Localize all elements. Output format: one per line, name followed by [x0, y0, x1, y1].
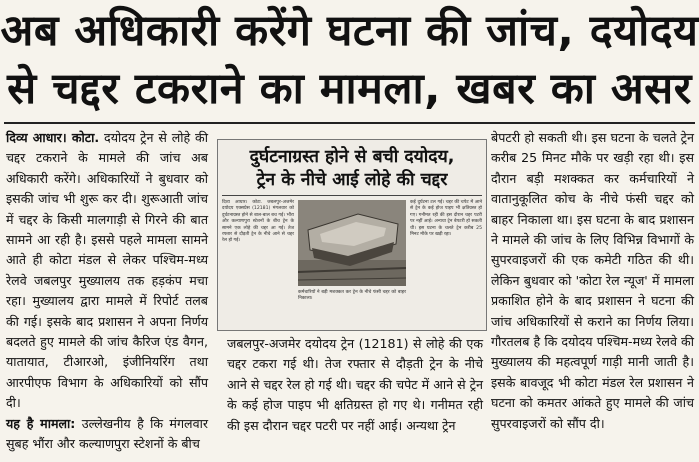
- inset-clipping: [217, 139, 487, 331]
- inset-rule: [222, 195, 482, 196]
- article-column-2: [227, 334, 483, 436]
- article-column-1: [6, 128, 208, 455]
- inset-title-line-2: ट्रेन के नीचे आई लोहे की चद्दर: [256, 170, 448, 190]
- inset-fine-text-right: कई दुर्घटना टल गई। चद्दर की चपेट में आने से ट्रेन के कई होज पाइप भी क्षतिग्रस्त हो गए। गनीमत रही की इस दौरान चद्दर पटरी पर नहीं आई। अन्यथा ट्रेन बेपटरी हो सकती थी। इस घटना के चलते ट्रेन करीब 25 मिनट मौके पर खड़ी रहा।: [410, 200, 482, 238]
- headline-rule: [4, 122, 695, 124]
- headline-line-2: से चद्दर टकराने का मामला, खबर का असर: [7, 64, 692, 114]
- paragraph-column-3: बेपटरी हो सकती थी। इस घटना के चलते ट्रेन करीब 25 मिनट मौके पर खड़ी रहा थी। इस दौरान बड़ी मशक्कत कर कर्मचारियों ने वातानुकूलित कोच के नीचे फंसी चद्दर को बाहर निकाला था। इस घटना के बाद प्रशासन ने मामले की जांच के लिए विभिन्न विभागों के सुपरवाइजरों की एक कमेटी गठित की थी। लेकिन बुधवार को 'कोटा रेल न्यूज' में मामला प्रकाशित होने के बाद प्रशासन ने घटना की जांच अधिकारियों से कराने का निर्णय लिया। गौरतलब है कि दयोदय पश्चिम-मध्य रेलवे की मुख्यालय की महत्वपूर्ण गाड़ी मानी जाती है। इसके बावजूद भी कोटा मंडल रेल प्रशासन ने घटना को कमतर आंकते हुए मामले की जांच सुपरवाइजरों को सौंप दी।: [491, 130, 694, 431]
- inset-fine-text-left: दिव्य आधार। कोटा. जबलपुर-अजमेर दयोदय एक्सप्रेस (12181) मंगलवार को दुर्घटनाग्रस्त होने से बाल-बाल बच गई। भौंरा और कल्याणपुरा स्टेशनों के बीच ट्रेन के सामने एक लोहे की चद्दर आ गई। तेज रफ्तार से दौड़ती ट्रेन के नीचे आने से चद्दर रेल हो गई।: [222, 200, 294, 244]
- inset-title-line-1: दुर्घटनाग्रस्त होने से बची दयोदय,: [249, 147, 455, 167]
- iron-sheet-photo: [298, 200, 406, 286]
- article-column-3: [491, 128, 694, 434]
- dateline: दिव्य आधार। कोटा.: [6, 130, 100, 145]
- subhead-lead: यह है मामला:: [6, 415, 76, 431]
- paragraph-middle: जबलपुर-अजमेर दयोदय ट्रेन (12181) से लोहे की एक चद्दर टकरा गई थी। तेज रफ्तार से दौड़ती ट्रेन के नीचे आने से चद्दर रेल हो गई थी। चद्दर की चपेट में आने से ट्रेन के कई होज पाइप भी क्षतिग्रस्त हो गए थे। गनीमत रही की इस दौरान चद्दर पटरी पर नहीं आई। अन्यथा ट्रेन: [227, 336, 483, 433]
- headline-line-1: अब अधिकारी करेंगे घटना की जांच, दयोदय: [0, 6, 699, 56]
- inset-fine-text-bottom: कर्मचारियों ने बड़ी मशक्कत कर ट्रेन के नीचे फंसी चद्दर को बाहर निकाला।: [298, 290, 406, 302]
- paragraph-2: उल्लेखनीय है कि मंगलवार सुबह भौंरा और कल्याणपुरा स्टेशनों के बीच: [6, 415, 208, 452]
- paragraph-1: दयोदय ट्रेन से लोहे की चद्दर टकराने के मामले की जांच अब अधिकारी करेंगे। अधिकारियों ने बुधवार को इसकी जांच भी शुरू कर दी। शुरूआती जांच में चद्दर के किसी मालगाड़ी से गिरने की बात सामने आ रही है। इससे पहले मामला सामने आते ही कोटा मंडल से लेकर पश्चिम-मध्य रेलवे जबलपुर मुख्यालय तक हड़कंप मचा रहा। मुख्यालय द्वारा मामले में रिपोर्ट तलब की गई। इसके बाद प्रशासन ने अपना निर्णय बदलते हुए मामले की जांच कैरिज एंड वैगन, यातायात, टीआरओ, इंजीनियरिंग तथा आरपीएफ विभाग के अधिकारियों को सौंप दी।: [6, 130, 208, 411]
